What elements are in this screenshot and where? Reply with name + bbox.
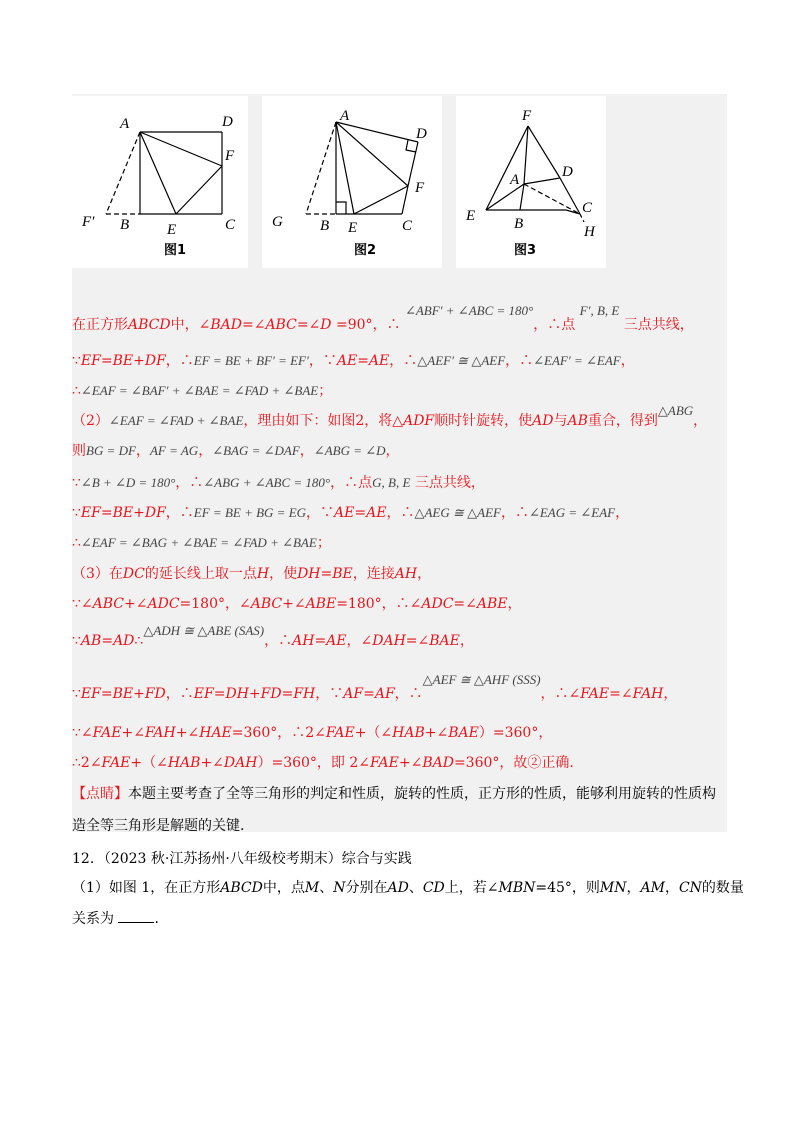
fig1-point-d: D [222, 114, 233, 130]
problem-12-part-1: （1）如图 1，在正方形ABCD中，点M、N分别在AD、CD上，若∠MBN=45°，则MN，AM，CN的数量 [72, 880, 744, 896]
fig1-point-a: A [120, 116, 130, 132]
fig3-point-e: E [466, 208, 476, 224]
formula-points-fbe: F′, B, E [579, 303, 620, 318]
fig2-point-d: D [416, 126, 427, 142]
fig2-point-g: G [272, 214, 283, 230]
fig2-point-a: A [340, 108, 350, 124]
fig2-point-c: C [402, 218, 413, 234]
figure-1 [72, 96, 248, 268]
solution-line-3: ∴∠EAF = ∠BAF′ + ∠BAE = ∠FAD + ∠BAE； [72, 383, 333, 399]
solution-line-12: ∵EF=BE+FD，∴EF=DH+FD=FH，∵AF=AF，∴△AEF ≅ △AHF (SSS)，∴∠FAE=∠FAH， [72, 672, 678, 702]
fig3-caption: 图3 [514, 243, 537, 258]
fig3-point-a: A [510, 172, 520, 188]
fig2-point-f: F [415, 180, 425, 196]
solution-line-15: 【点睛】本题主要考查了全等三角形的判定和性质，旋转的性质，正方形的性质，能够利用旋转的性质构 [72, 786, 716, 802]
fig3-point-b: B [514, 216, 524, 232]
solution-line-13: ∵∠FAE+∠FAH+∠HAE=360°，∴2∠FAE+（∠HAB+∠BAE）=360°， [72, 725, 553, 741]
fig1-point-f: F [225, 148, 235, 164]
answer-blank[interactable] [118, 910, 154, 923]
figure-3 [456, 96, 606, 268]
fig2-point-b: B [320, 218, 330, 234]
solution-line-2: ∵EF=BE+DF，∴EF = BE + BF′ = EF′，∵AE=AE，∴△AEF′ ≅ △AEF，∴∠EAF′ = ∠EAF， [72, 353, 635, 369]
fig3-point-h: H [584, 224, 595, 240]
fig3-point-d: D [562, 164, 573, 180]
fig3-point-c: C [582, 200, 593, 216]
key-point-tag: 【点睛】 [72, 786, 128, 802]
solution-line-4: （2）∠EAF = ∠FAD + ∠BAE，理由如下：如图2，将△ADF顺时针旋转，使AD与AB重合，得到△ABG， [72, 403, 708, 429]
solution-line-5: 则BG = DF，AF = AG，∠BAG = ∠DAF，∠ABG = ∠D， [72, 443, 400, 459]
fig1-point-c: C [225, 217, 236, 233]
fig1-point-e: E [167, 222, 177, 238]
problem-12-part-1-cont: 关系为 ． [72, 911, 169, 927]
solution-line-1: 在正方形ABCD中，∠BAD=∠ABC=∠D =90°，∴ ∠ABF′ + ∠ABC = 180°，∴点 F′, B, E 三点共线， [72, 303, 694, 333]
fig2-caption: 图2 [354, 243, 377, 258]
solution-line-11: ∵AB=AD∴△ADH ≅ △ABE (SAS)，∴AH=AE，∠DAH=∠BAE， [72, 623, 474, 649]
fig1-point-f-prime: F′ [82, 214, 95, 230]
solution-line-7: ∵EF=BE+DF，∴EF = BE + BG = EG，∵AE=AE，∴△AEG ≅ △AEF，∴∠EAG = ∠EAF， [72, 505, 630, 521]
problem-12-header: 12．（2023 秋·江苏扬州·八年级校考期末）综合与实践 [72, 851, 412, 867]
fig3-point-f: F [522, 108, 532, 124]
solution-line-16: 造全等三角形是解题的关键. [72, 818, 245, 834]
solution-line-9: （3）在DC的延长线上取一点H，使DH=BE，连接AH， [72, 566, 432, 582]
solution-line-14: ∴2∠FAE+（∠HAB+∠DAH）=360°，即 2∠FAE+∠BAD=360°，故②正确. [72, 755, 574, 771]
formula-abf-abc: ∠ABF′ + ∠ABC = 180° [404, 303, 534, 318]
solution-line-10: ∵∠ABC+∠ADC=180°，∠ABC+∠ABE=180°，∴∠ADC=∠ABE， [72, 596, 522, 612]
fig1-point-b: B [120, 217, 130, 233]
solution-line-6: ∵∠B + ∠D = 180°，∴∠ABG + ∠ABC = 180°，∴点G, B, E 三点共线， [72, 475, 485, 491]
fig2-point-e: E [348, 220, 358, 236]
fig1-caption: 图1 [164, 243, 187, 258]
figure-2 [262, 96, 442, 268]
solution-line-8: ∴∠EAF = ∠BAG + ∠BAE = ∠FAD + ∠BAE； [72, 535, 331, 551]
